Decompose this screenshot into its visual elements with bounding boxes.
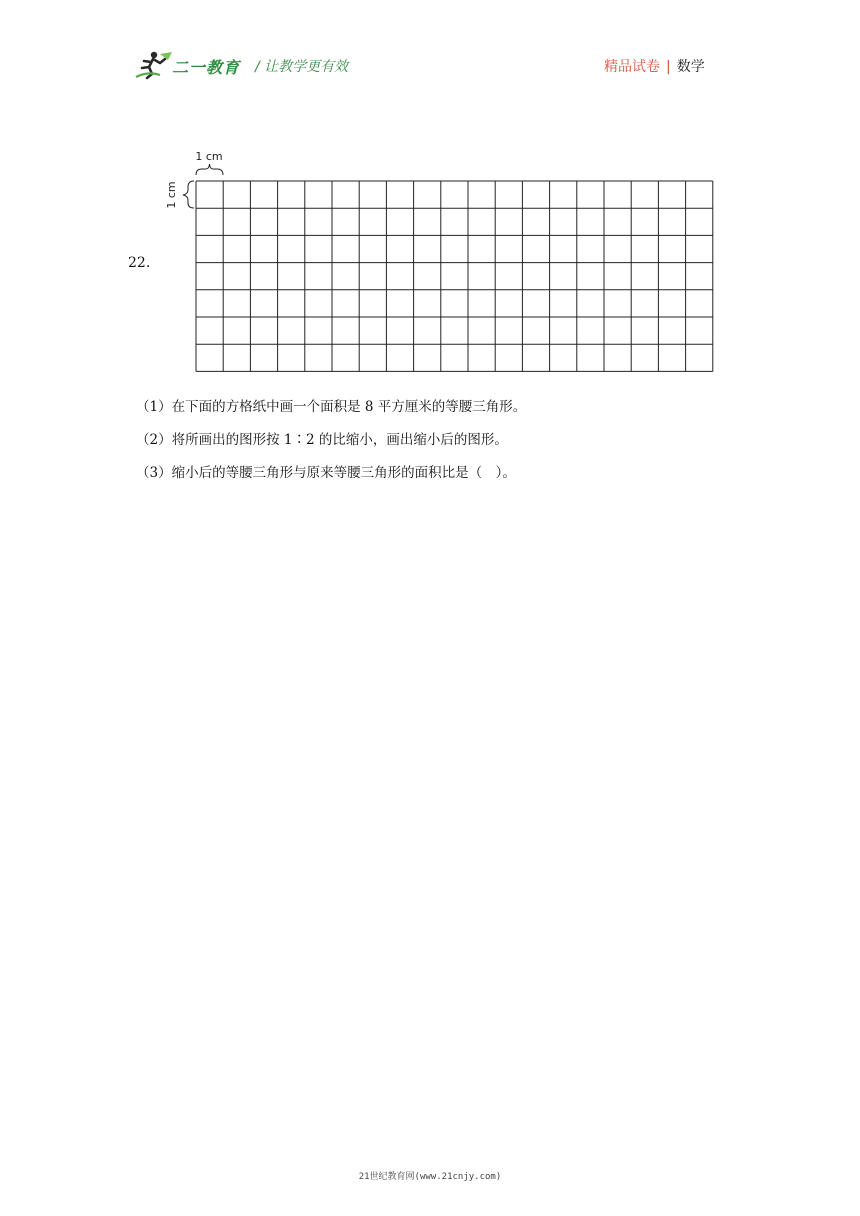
brace-left-icon [183, 181, 194, 208]
unit-label-top: 1 cm [195, 150, 223, 163]
page-header [0, 0, 860, 100]
unit-label-left: 1 cm [165, 181, 178, 209]
subquestion-2: （2）将所画出的图形按 1∶2 的比缩小，画出缩小后的图形。 [136, 432, 508, 448]
header-separator: | [666, 59, 671, 75]
grid-paper [160, 140, 720, 380]
subquestion-1: （1）在下面的方格纸中画一个面积是 8 平方厘米的等腰三角形。 [136, 399, 527, 415]
runner-logo-icon [134, 50, 174, 80]
subquestion-3: （3）缩小后的等腰三角形与原来等腰三角形的面积比是（ ）。 [136, 465, 516, 481]
page-footer: 21世纪教育网(www.21cnjy.com) [358, 1172, 502, 1182]
header-category: 精品试卷 [604, 59, 660, 75]
header-right [604, 56, 705, 76]
grid-lines [196, 181, 713, 371]
question-number: 22. [128, 255, 151, 271]
brace-top-icon [196, 164, 223, 175]
brand-name: 二一教育 [172, 58, 241, 77]
header-subject: 数学 [676, 59, 705, 75]
brand-slogan: / 让教学更有效 [255, 59, 349, 75]
